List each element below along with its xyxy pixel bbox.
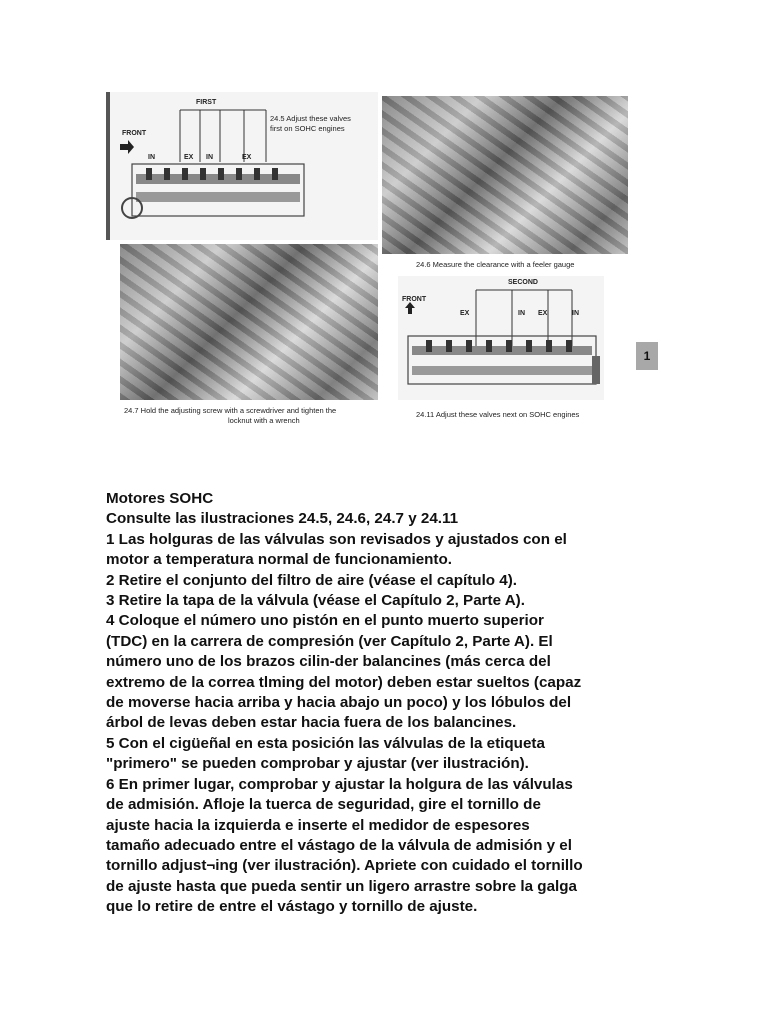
figure-caption: first on SOHC engines [270, 124, 345, 133]
chapter-tab: 1 [636, 342, 658, 370]
figure-caption: 24.6 Measure the clearance with a feeler gauge [416, 260, 575, 269]
front-label: FRONT [122, 130, 147, 137]
text-line: de ajuste hasta que pueda sentir un ligero arrastre sobre la galga [106, 877, 577, 895]
valve-label: EX [242, 154, 252, 161]
second-label: SECOND [508, 279, 538, 286]
valve-label: IN [572, 310, 579, 317]
text-line: de moverse hacia arriba y hacia abajo un poco) y los lóbulos del [106, 694, 572, 712]
text-line: que lo retire de entre el vástago y tornillo de ajuste. [106, 898, 478, 916]
text-line: de admisión. Afloje la tuerca de seguridad, gire el tornillo de [106, 796, 541, 814]
valve-label: EX [184, 154, 194, 161]
body-text [106, 489, 666, 918]
valve-label: EX [460, 310, 470, 317]
text-line: ajuste hacia la izquierda e inserte el medidor de espesores [106, 816, 530, 834]
figure-24-5 [106, 92, 378, 240]
figure-caption: 24.5 Adjust these valves [270, 114, 351, 123]
valve-label: IN [518, 310, 525, 317]
text-line: Consulte las ilustraciones 24.5, 24.6, 24.7 y 24.11 [106, 510, 459, 528]
text-line: 3 Retire la tapa de la válvula (véase el Capítulo 2, Parte A). [106, 592, 525, 610]
text-line: (TDC) en la carrera de compresión (ver Capítulo 2, Parte A). El [106, 632, 553, 650]
figure-24-6-photo [382, 96, 628, 254]
text-line: motor a temperatura normal de funcionamiento. [106, 551, 452, 569]
text-line: 6 En primer lugar, comprobar y ajustar la holgura de las válvulas [106, 775, 573, 793]
section-heading: Motores SOHC [106, 490, 214, 507]
text-line: número uno de los brazos cilin-der balancines (más cerca del [106, 653, 551, 671]
first-label: FIRST [196, 99, 217, 106]
text-line: 5 Con el cigüeñal en esta posición las válvulas de la etiqueta [106, 734, 545, 752]
front-label: FRONT [402, 296, 427, 303]
valve-label: IN [148, 154, 155, 161]
figure-caption: locknut with a wrench [228, 416, 300, 425]
text-line: árbol de levas deben estar hacia fuera de los balancines. [106, 714, 517, 732]
figure-caption: 24.11 Adjust these valves next on SOHC engines [416, 410, 580, 419]
figure-24-7-photo [120, 244, 378, 400]
valve-label: EX [538, 310, 548, 317]
text-line: extremo de la correa tlming del motor) deben estar sueltos (capaz [106, 673, 582, 691]
text-line: 2 Retire el conjunto del filtro de aire (véase el capítulo 4). [106, 571, 518, 589]
figure-24-11 [398, 276, 604, 400]
text-line: 1 Las holguras de las válvulas son revisados y ajustados con el [106, 530, 567, 548]
text-line: "primero" se pueden comprobar y ajustar (ver ilustración). [106, 755, 529, 773]
text-line: tornillo adjust¬ing (ver ilustración). Apriete con cuidado el tornillo [106, 857, 583, 875]
text-line: tamaño adecuado entre el vástago de la válvula de admisión y el [106, 836, 572, 854]
valve-label: IN [206, 154, 213, 161]
cylinder-head-diagram-second [398, 276, 604, 400]
text-line: 4 Coloque el número uno pistón en el punto muerto superior [106, 612, 544, 630]
figure-caption: 24.7 Hold the adjusting screw with a screwdriver and tighten the [124, 406, 337, 415]
